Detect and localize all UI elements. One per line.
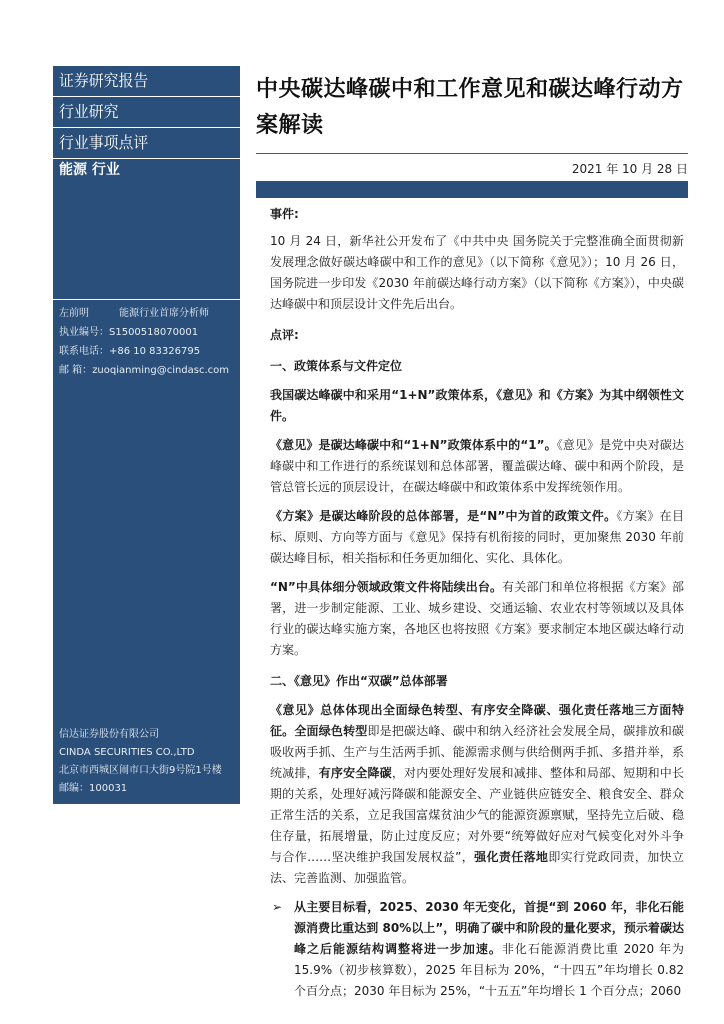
- email-row: [59, 361, 234, 380]
- bullet-targets: [270, 897, 684, 1002]
- page-title: 中央碳达峰碳中和工作意见和碳达峰行动方案解读: [256, 77, 684, 138]
- feature-safe: 有序安全降碳: [318, 766, 392, 780]
- feature-green: 全面绿色转型: [294, 724, 368, 738]
- arrow-bullet-icon: ➢: [272, 900, 283, 914]
- report-body: [270, 204, 684, 1010]
- subcategory: 行业事项点评: [59, 133, 149, 152]
- paragraph-n-body: 有关部门和单位将根据《方案》部署，进一步制定能源、工业、城乡建设、交通运输、农业农村等领域以及具体行业的碳达峰实施方案，各地区也将按照《方案》要求制定本地区碳达峰行动方案。: [270, 580, 684, 657]
- report-type: 证券研究报告: [59, 71, 149, 90]
- company-name-en: CINDA SECURITIES CO.,LTD: [59, 747, 195, 758]
- paragraph-opinion-body: 《意见》是党中央对碳达峰碳中和工作进行的系统谋划和总体部署，覆盖碳达峰、碳中和两个阶段，是管总管长远的顶层设计，在碳达峰碳中和政策体系中发挥统领作用。: [270, 438, 684, 494]
- report-date: 2021 年 10 月 28 日: [571, 162, 688, 176]
- company-address: 北京市西城区闹市口大街9号院1号楼: [59, 765, 222, 776]
- feature-green-text: 即是把碳达峰、碳中和纳入经济社会发展全局，碳排放和碳吸收两手抓、生产与生活两手抓、能源需求侧与供给侧两手抓、多措并举，系统减排，: [270, 724, 684, 780]
- feature-responsibility: 强化责任落地: [474, 850, 549, 864]
- subcategory-band: [53, 128, 240, 159]
- category-band: [53, 97, 240, 128]
- analyst-name: 左前明: [59, 308, 89, 319]
- paragraph-plan-body: 《方案》在目标、原则、方向等方面与《意见》保持有机衔接的同时，更加聚焦 2030 年前碳达峰目标，相关指标和任务更加细化、实化、具体化。: [270, 509, 684, 565]
- category: 行业研究: [59, 102, 119, 121]
- email-label: 邮 箱：: [59, 365, 93, 376]
- title-divider: [256, 153, 688, 154]
- analyst-name-row: [59, 304, 234, 323]
- section-1-heading: 一、政策体系与文件定位: [270, 359, 403, 373]
- report-type-band: [53, 66, 240, 97]
- feature-responsibility-text: 即实行党政同责，加快立法、完善监测、加强监管。: [270, 850, 684, 885]
- company-postcode: 邮编：100031: [59, 783, 128, 794]
- bullet-targets-lead: 从主要目标看，2025、2030 年无变化，首提“到 2060 年，非化石能源消费比重达到 80%以上”，明确了碳中和阶段的量化要求，预示着碳达峰之后能源结构调整将进一步加速。: [294, 900, 684, 956]
- email-link[interactable]: zuoqianming@cindasc.com: [92, 365, 230, 376]
- paragraph-n-lead: “N”中具体细分领域政策文件将陆续出台。: [270, 580, 503, 594]
- paragraph-opinion-lead: 《意见》是碳达峰碳中和“1+N”政策体系中的“1”。: [270, 438, 557, 452]
- license-value: S1500518070001: [109, 327, 199, 338]
- bullet-targets-body: 非化石能源消费比重 2020 年为 15.9%（初步核算数），2025 年目标为 20%，“十四五”年均增长 0.82 个百分点；2030 年目标为 25%，“十五五”年均增长 1 个百分点；2060: [294, 942, 684, 998]
- event-heading: 事件:: [270, 207, 299, 221]
- paragraph-features: [270, 700, 684, 889]
- section-2-heading: 二、《意见》作出“双碳”总体部署: [270, 674, 448, 688]
- paragraph-plan-lead: 《方案》是碳达峰阶段的总体部署，是“N”中为首的政策文件。: [270, 509, 617, 523]
- analyst-block: [53, 300, 240, 804]
- phone-row: [59, 342, 234, 361]
- features-lead: 《意见》总体体现出全面绿色转型、有序安全降碳、强化责任落地三方面特征。: [270, 703, 684, 738]
- license-label: 执业编号：: [59, 327, 109, 338]
- sector-block: [53, 159, 240, 299]
- analyst-title: 能源行业首席分析师: [119, 308, 209, 319]
- paragraph-framework: 我国碳达峰碳中和采用“1+N”政策体系，《意见》和《方案》为其中纲领性文件。: [270, 388, 684, 423]
- paragraph-n-policies: [270, 577, 684, 661]
- company-name-cn: 信达证券股份有限公司: [59, 729, 159, 740]
- feature-safe-text: ，对内要处理好发展和减排、整体和局部、短期和中长期的关系，处理好减污降碳和能源安全、产业链供应链安全、粮食安全、群众正常生活的关系，立足我国富煤贫油少气的能源资源禀赋，坚持先立后破、稳住存量，拓展增量，防止过度反应；对外要“统筹做好应对气候变化对外斗争与合作……坚决维护我国发展权益”，: [270, 766, 684, 864]
- sector-label: 能源 行业: [59, 162, 120, 178]
- company-block: [53, 726, 240, 804]
- paragraph-opinion: [270, 435, 684, 498]
- phone-label: 联系电话：: [59, 346, 109, 357]
- event-paragraph: 10 月 24 日，新华社公开发布了《中共中央 国务院关于完整准确全面贯彻新发展理念做好碳达峰碳中和工作的意见》（以下简称《意见》）；10 月 26 日，国务院进一步印发《2030 年前碳达峰行动方案》（以下简称《方案》），中央碳达峰碳中和顶层设计文件先后出台。: [270, 234, 684, 311]
- sidebar: [53, 66, 240, 866]
- paragraph-plan: [270, 506, 684, 569]
- comment-heading: 点评:: [270, 328, 299, 342]
- header-accent-bar: [256, 181, 688, 198]
- license-row: [59, 323, 234, 342]
- phone-value: +86 10 83326795: [109, 346, 201, 357]
